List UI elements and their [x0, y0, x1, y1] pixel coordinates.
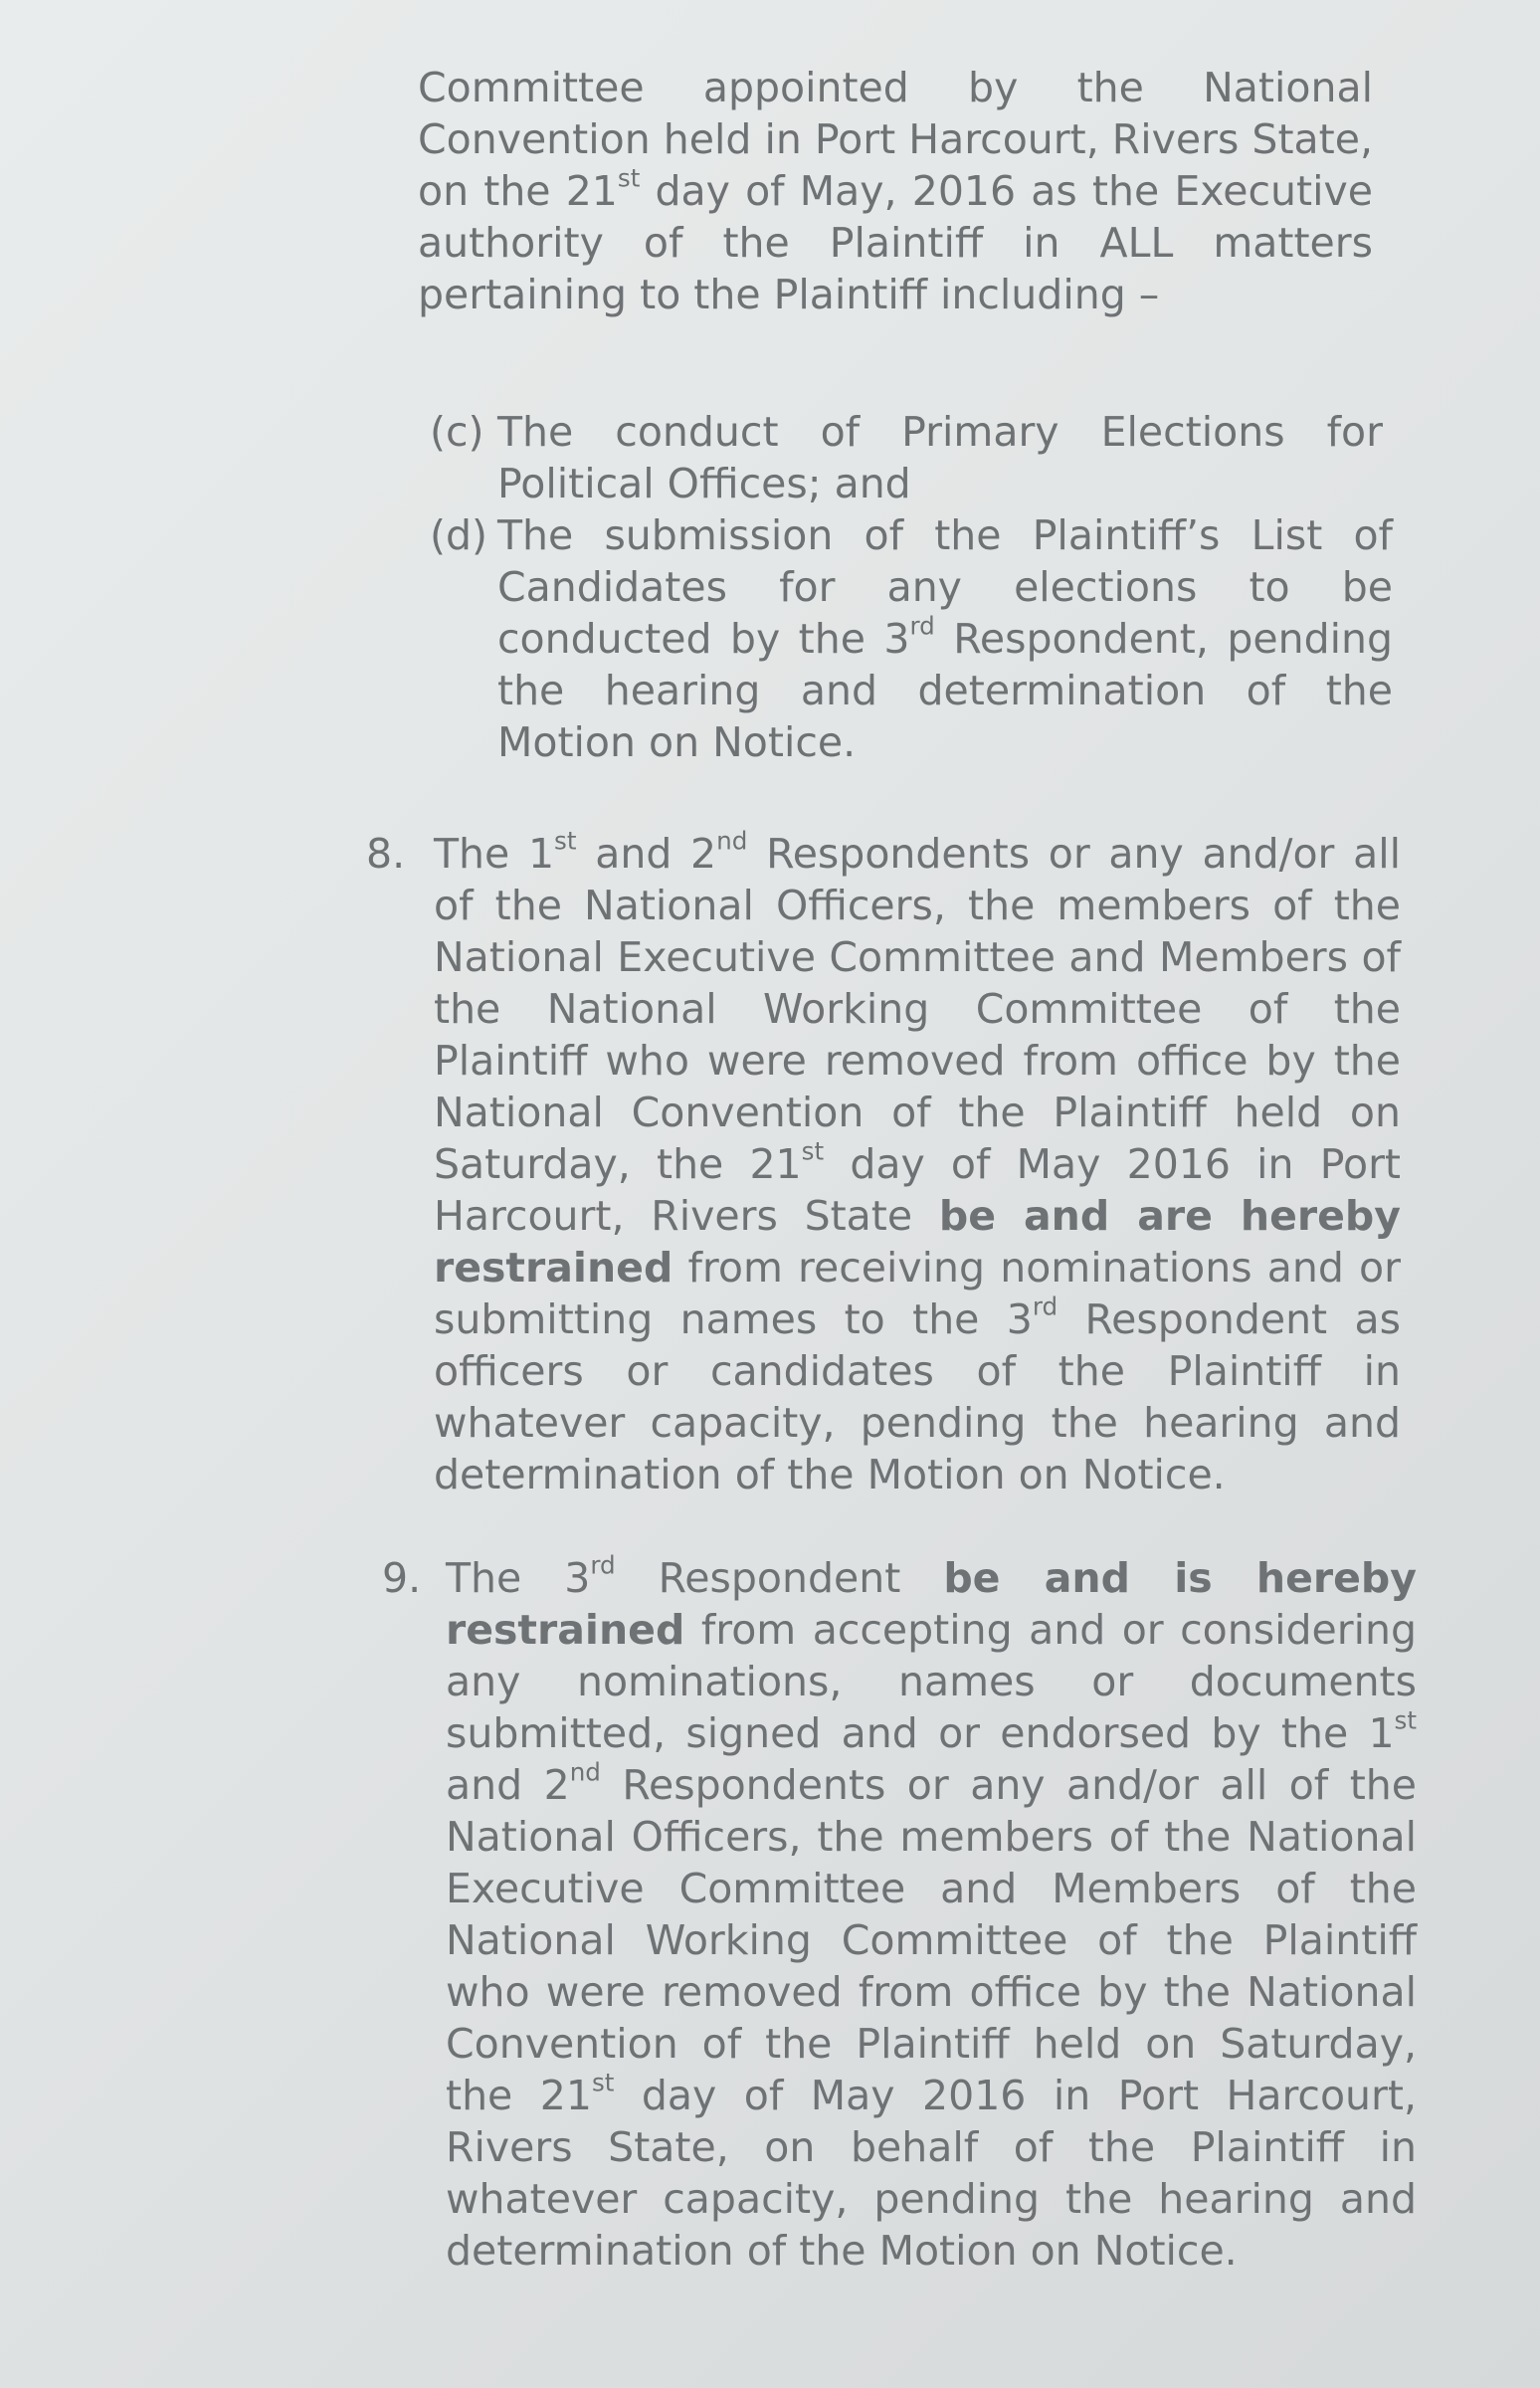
sub-item-text: The submission of the Plaintiff’s List of Candidates for any elections to be conducted by the 3rd Respondent, pending the hearing and determination of the Motion on Notice. [497, 511, 1393, 766]
numbered-item-9 [382, 1552, 1417, 2308]
item-number: 8. [366, 830, 406, 878]
sub-item-marker: (c) [430, 408, 484, 456]
item-text-a: The 3rd Respondent [446, 1550, 901, 1602]
sub-item-c [430, 406, 1385, 515]
numbered-item-8 [366, 828, 1401, 1504]
item-bold-text: be and is hereby restrained [446, 1554, 1417, 1654]
item-text-b: from receiving nominations and or submitting names to the 3rd Respondent as officers or candidates of the Plaintiff in whatever capacity, pending the hearing and determination of the Motion on Notice. [434, 1244, 1401, 1498]
sub-item-d [430, 509, 1393, 768]
item-text-b: from accepting and or considering any nominations, names or documents submitted, signed and or endorsed by the 1st and 2nd Respondents or any and/or all of the National Officers, the members of the National Executive Committee and Members of the National Working Committee of the Plaintiff who were removed from office by the National Convention of the Plaintiff held on Saturday, the 21st day of May 2016 in Port Harcourt, Rivers State, on behalf of the Plaintiff in whatever capacity, pending the hearing and determination of the Motion on Notice. [446, 1606, 1417, 2275]
item-bold-text: be and are hereby restrained [434, 1192, 1401, 1292]
item-number: 9. [382, 1554, 422, 1602]
sub-item-marker: (d) [430, 511, 488, 559]
item-body [434, 828, 1401, 1500]
item-text-a: The 1st and 2nd Respondents or any and/or all of the National Officers, the members of the National Executive Committee and Members of the National Working Committee of the Plaintiff who were removed from office by the National Convention of the Plaintiff held on Saturday, the 21st day of May 2016 in Port Harcourt, Rivers State [434, 826, 1401, 1240]
item-body [446, 1552, 1417, 2277]
sub-item-text: The conduct of Primary Elections for Political Offices; and [497, 408, 1383, 507]
intro-paragraph [418, 62, 1373, 320]
intro-text: Committee appointed by the National Convention held in Port Harcourt, Rivers State, on the 21st day of May, 2016 as the Executive authority of the Plaintiff in ALL matters pertaining to the Plaintiff including – [418, 64, 1374, 318]
